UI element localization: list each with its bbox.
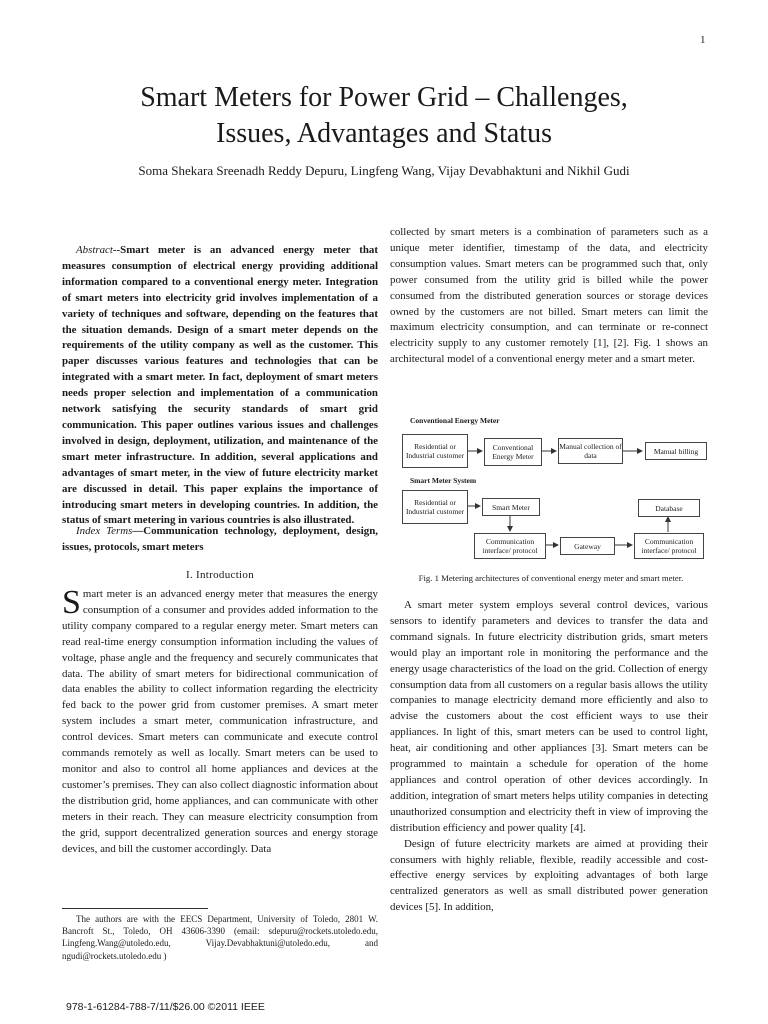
- right-column-top-text: collected by smart meters is a combination of parameters such as a unique meter identifier, timestamp of the data, and electricity consumption values. Smart meters can be programmed such that, only power consumed from the utility grid is billed while the power consumed from the distributed generation sources or storage devices owned by the customers are not billed. Smart meters can limit the maximum electricity consumption, and can terminate or re-connect electricity supply to any customer remotely [1], [2]. Fig. 1 shows an architectural model of a conventional energy meter and a smart meter.: [390, 226, 708, 366]
- abstract: [62, 243, 378, 529]
- drop-cap: S: [62, 584, 81, 621]
- box-gateway: Gateway: [560, 537, 615, 555]
- introduction-paragraph: [62, 584, 378, 857]
- page-number: 1: [700, 34, 706, 46]
- box-communication-left: Communication interface/ protocol: [474, 533, 546, 559]
- box-manual-billing: Manual billing: [645, 442, 707, 460]
- figure-1-diagram: [400, 412, 710, 572]
- figure-label-conventional: Conventional Energy Meter: [410, 416, 500, 425]
- abstract-text: --Smart meter is an advanced energy meter that measures consumption of electrical energy providing additional information compared to a conventional energy meter. Integration of smart meters into electricity grid involves implementation of a variety of techniques and software, depending on the features that the situation demands. Design of a smart meter depends on the requirements of the utility company as well as the customer. This paper discusses various features and technologies that can be integrated with a smart meter. In fact, deployment of smart meters needs proper selection and implementation of a communication network satisfying the security standards of smart grid communication. This paper outlines various issues and challenges involved in design, deployment, utilization, and maintenance of the smart meter infrastructure. In addition, several applications and advantages of smart meter, in the view of future electricity market are discussed in detail. This paper explains the importance of introducing smart meters in developing countries. In addition, the status of smart metering in various countries is also illustrated.: [62, 244, 378, 527]
- footnote-rule: [62, 908, 208, 909]
- title-line-1: Smart Meters for Power Grid – Challenges,: [140, 82, 628, 113]
- right-column-body: [390, 598, 708, 916]
- introduction-text: mart meter is an advanced energy meter that measures the energy consumption of a consumer and provides added information to the utility company compared to a regular energy meter. Smart meters can read real-time energy consumption information including the values of voltage, phase angle and the frequency and securely communicates that data. The ability of smart meters for bidirectional communication of data enables the ability to collect information regarding the electricity fed back to the power grid from customer premises. A smart meter system includes a smart meter, communication infrastructure, and control devices. Smart meters can communicate and execute control commands remotely as well as locally. Smart meters can be used to monitor and also to control all home appliances and devices at the customer’s premises. They can also collect diagnostic information about the distribution grid, home appliances, and can communicate with other meters in their reach. They can measure electricity consumption from the grid, support decentralized generation sources and energy storage devices, and bill the customer accordingly. Data: [62, 588, 378, 855]
- paper-title: [60, 80, 708, 152]
- right-paragraph-1: A smart meter system employs several control devices, various sensors to identify parameters and devices to transfer the data and command signals. In future electricity distribution grids, smart meters would play an important role in monitoring the performance and the energy usage characteristics of the load on the grid. Collection of energy consumption data from all customers on a regular basis allows the utility companies to manage electricity demand more efficiently and also to advise the customers about the cost efficient ways to use their appliances. In light of this, smart meters can be used to control light, heat, air conditioning and other appliances [3]. Smart meters can be programmed to maintain a schedule for operation of the home appliances and control operation of other devices accordingly. In addition, integration of smart meters helps utility companies in detecting unauthorized consumption and electricity theft in view of improving the distribution efficiency and power quality [4].: [390, 599, 708, 834]
- box-database: Database: [638, 499, 700, 517]
- figure-label-smart: Smart Meter System: [410, 476, 477, 485]
- box-residential-1: Residential or Industrial customer: [402, 434, 468, 468]
- authors: Soma Shekara Sreenadh Reddy Depuru, Lingfeng Wang, Vijay Devabhaktuni and Nikhil Gudi: [138, 163, 630, 178]
- footnote: The authors are with the EECS Department, University of Toledo, 2801 W. Bancroft St., Toledo, OH 43606-3390 (email: sdepuru@rockets.utoledo.edu, Lingfeng.Wang@utoledo.edu, Vijay.Devabhaktuni@utoledo.edu, and ngudi@rockets.utoledo.edu ): [62, 914, 378, 961]
- box-manual-collection: Manual collection of data: [558, 438, 623, 464]
- figure-caption: Fig. 1 Metering architectures of conventional energy meter and smart meter.: [418, 573, 684, 583]
- box-conventional-meter: Conventional Energy Meter: [484, 438, 542, 466]
- box-communication-right: Communication interface/ protocol: [634, 533, 704, 559]
- isbn-copyright: 978-1-61284-788-7/11/$26.00 ©2011 IEEE: [66, 1001, 265, 1013]
- section-heading-introduction: I. Introduction: [185, 569, 255, 581]
- box-smart-meter: Smart Meter: [482, 498, 540, 516]
- title-line-2: Issues, Advantages and Status: [216, 118, 552, 149]
- index-terms: [62, 524, 378, 556]
- index-terms-label: Index Terms: [76, 525, 133, 537]
- box-residential-2: Residential or Industrial customer: [402, 490, 468, 524]
- right-paragraph-2: Design of future electricity markets are aimed at providing their consumers with highly reliable, flexible, readily accessible and cost-effective energy services by exploiting advantages of both large centralized generators as well as small distributed power generation devices [5]. In addition,: [390, 837, 708, 914]
- abstract-label: Abstract: [76, 244, 113, 256]
- index-terms-text: —Communication technology, deployment, design, issues, protocols, smart meters: [62, 525, 378, 553]
